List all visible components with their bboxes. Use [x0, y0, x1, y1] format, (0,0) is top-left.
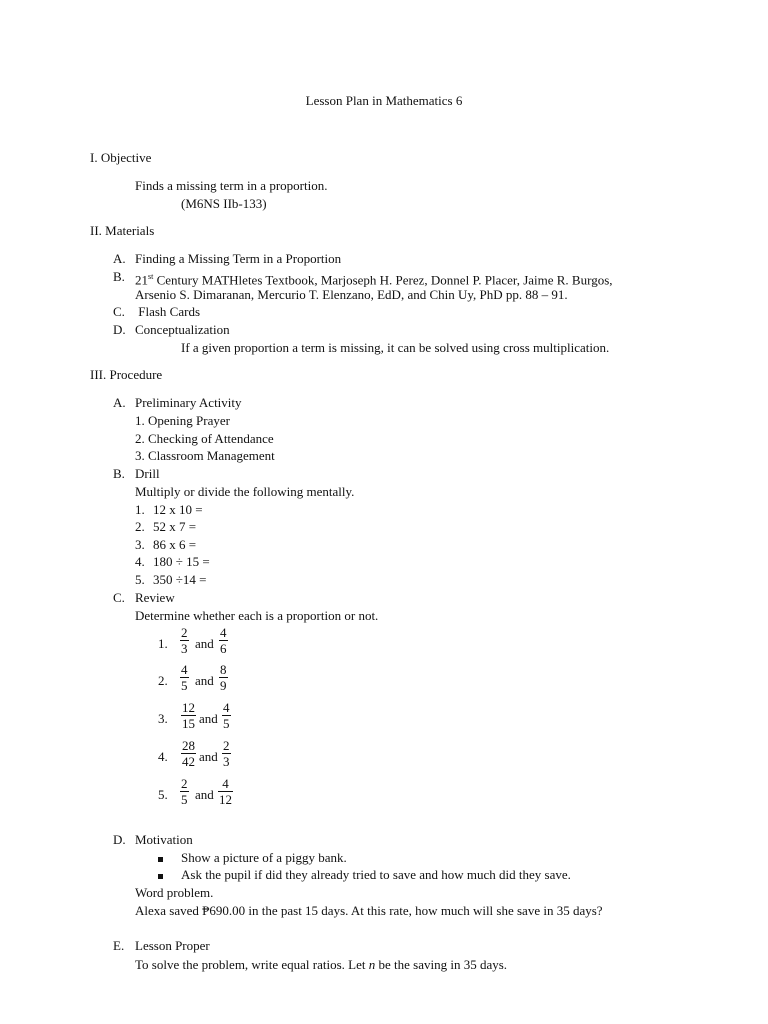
edition-suffix: st [148, 272, 154, 281]
conceptualization-text: If a given proportion a term is missing, it can be solved using cross multiplication. [181, 340, 610, 355]
denominator: 5 [181, 792, 188, 807]
denominator: 42 [182, 754, 195, 769]
materials-item-c: Flash Cards [135, 304, 200, 319]
objective-text: Finds a missing term in a proportion. [135, 178, 328, 193]
review-item-number: 1. [158, 636, 168, 651]
lesson-proper-text [135, 957, 507, 973]
and-text: and [195, 636, 214, 651]
fraction [219, 662, 228, 693]
lesson-proper-marker: E. [113, 938, 125, 953]
denominator: 6 [220, 641, 227, 656]
materials-marker-c: C. [113, 304, 125, 319]
drill-item-expression: 52 x 7 = [153, 519, 197, 534]
preliminary-item: 3. Classroom Management [135, 448, 275, 463]
fraction [181, 700, 196, 731]
fraction [222, 700, 231, 731]
lesson-proper-text-start: To solve the problem, write equal ratios. Let [135, 957, 369, 972]
lesson-proper-label: Lesson Proper [135, 938, 210, 953]
numerator: 28 [182, 738, 195, 753]
fraction [219, 625, 228, 656]
denominator: 15 [182, 716, 195, 731]
numerator: 4 [223, 700, 230, 715]
review-item-number: 5. [158, 787, 168, 802]
and-text: and [195, 673, 214, 688]
drill-item-expression: 12 x 10 = [153, 502, 203, 517]
drill-item-expression: 86 x 6 = [153, 537, 197, 552]
fraction [222, 738, 231, 769]
textbook-reference: Century MATHletes Textbook, Marjoseph H. Perez, Donnel P. Placer, Jaime R. Burgos, [153, 272, 613, 288]
fraction [180, 662, 189, 693]
fraction [180, 625, 189, 656]
and-text: and [199, 711, 218, 726]
and-text: and [195, 787, 214, 802]
drill-item-number: 5. [135, 572, 145, 587]
variable-n: n [368, 957, 376, 972]
motivation-label: Motivation [135, 832, 193, 847]
preliminary-marker: A. [113, 395, 126, 410]
drill-item-number: 1. [135, 502, 145, 517]
materials-item-b-continued: Arsenio S. Dimaranan, Mercurio T. Elenzano, EdD, and Chin Uy, PhD pp. 88 – 91. [135, 287, 568, 302]
numerator: 2 [181, 776, 188, 791]
word-problem-text: Alexa saved ₱690.00 in the past 15 days. At this rate, how much will she save in 35 days? [135, 903, 603, 918]
review-label: Review [135, 590, 175, 605]
motivation-bullet: Show a picture of a piggy bank. [181, 850, 347, 865]
fraction [181, 738, 196, 769]
drill-instruction: Multiply or divide the following mentally. [135, 484, 355, 499]
denominator: 12 [219, 792, 232, 807]
objective-heading: I. Objective [90, 150, 152, 165]
numerator: 12 [182, 700, 195, 715]
objective-code: (M6NS IIb-133) [181, 196, 267, 211]
materials-marker-a: A. [113, 251, 126, 266]
bullet-icon [158, 850, 163, 866]
drill-item-expression: 350 ÷14 = [153, 572, 207, 587]
drill-item-number: 3. [135, 537, 145, 552]
review-instruction: Determine whether each is a proportion or not. [135, 608, 379, 623]
denominator: 3 [223, 754, 230, 769]
fraction [180, 776, 189, 807]
numerator: 2 [181, 625, 188, 640]
drill-marker: B. [113, 466, 125, 481]
drill-item-number: 4. [135, 554, 145, 569]
and-text: and [199, 749, 218, 764]
review-item-number: 4. [158, 749, 168, 764]
word-problem-label: Word problem. [135, 885, 214, 900]
motivation-marker: D. [113, 832, 126, 847]
materials-item-b [135, 269, 613, 288]
review-marker: C. [113, 590, 125, 605]
materials-item-d: Conceptualization [135, 322, 230, 337]
materials-heading: II. Materials [90, 223, 155, 238]
numerator: 4 [181, 662, 188, 677]
fraction [218, 776, 233, 807]
edition-number: 21 [135, 272, 148, 288]
numerator: 8 [220, 662, 227, 677]
numerator: 4 [220, 625, 227, 640]
preliminary-item: 1. Opening Prayer [135, 413, 230, 428]
numerator: 4 [222, 776, 229, 791]
review-item-number: 3. [158, 711, 168, 726]
preliminary-item: 2. Checking of Attendance [135, 431, 274, 446]
denominator: 9 [220, 678, 227, 693]
denominator: 5 [181, 678, 188, 693]
bullet-icon [158, 867, 163, 883]
review-item-number: 2. [158, 673, 168, 688]
materials-item-a: Finding a Missing Term in a Proportion [135, 251, 342, 266]
procedure-heading: III. Procedure [90, 367, 163, 382]
drill-label: Drill [135, 466, 160, 481]
preliminary-label: Preliminary Activity [135, 395, 242, 410]
numerator: 2 [223, 738, 230, 753]
page-title: Lesson Plan in Mathematics 6 [305, 93, 463, 108]
materials-marker-b: B. [113, 269, 125, 284]
denominator: 5 [223, 716, 230, 731]
motivation-bullet: Ask the pupil if did they already tried to save and how much did they save. [181, 867, 571, 882]
drill-item-number: 2. [135, 519, 145, 534]
drill-item-expression: 180 ÷ 15 = [153, 554, 210, 569]
lesson-proper-text-end: be the saving in 35 days. [375, 957, 508, 972]
materials-marker-d: D. [113, 322, 126, 337]
denominator: 3 [181, 641, 188, 656]
